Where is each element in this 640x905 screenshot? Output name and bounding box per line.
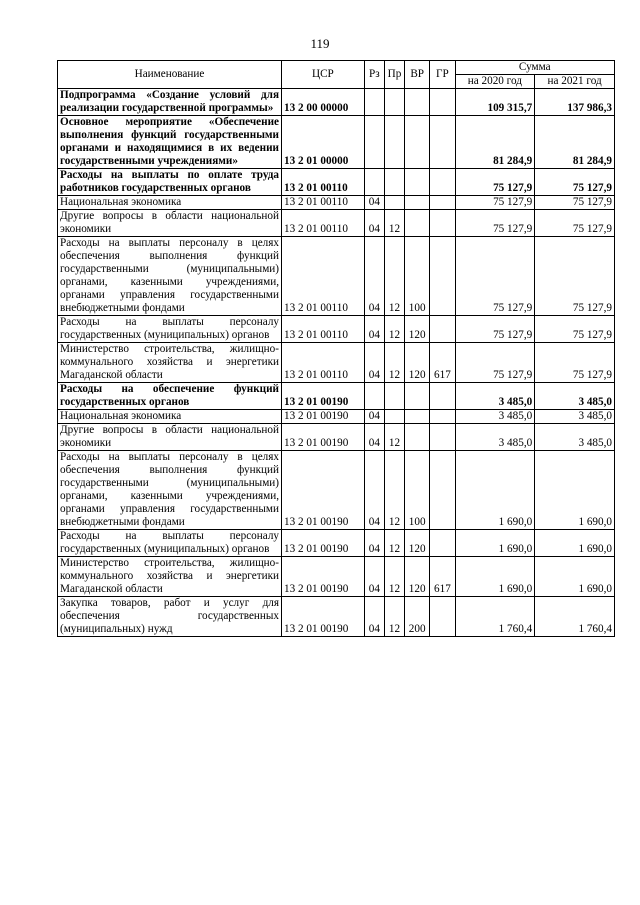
- row-csr: 13 2 01 00190: [282, 451, 365, 530]
- header-sum: Сумма: [455, 61, 614, 75]
- row-name: Другие вопросы в области национальной экономики: [58, 424, 282, 451]
- header-vr: ВР: [405, 61, 430, 89]
- row-sum-2021: 137 986,3: [535, 89, 615, 116]
- row-name: Расходы на выплаты персоналу в целях обеспечения выполнения функций государственными (муниципальными) органами, казенными учреждениями, органами управления государственными внебюджетными фондами: [58, 451, 282, 530]
- row-vr: [405, 116, 430, 169]
- row-pr: 12: [384, 451, 404, 530]
- row-gr: [430, 424, 455, 451]
- row-gr: [430, 196, 455, 210]
- row-pr: [384, 169, 404, 196]
- table-row: [58, 451, 615, 530]
- row-rz: 04: [364, 196, 384, 210]
- row-pr: 12: [384, 316, 404, 343]
- row-name: Расходы на выплаты по оплате труда работников государственных органов: [58, 169, 282, 196]
- row-vr: 120: [405, 530, 430, 557]
- table-row: [58, 410, 615, 424]
- row-sum-2021: 75 127,9: [535, 343, 615, 383]
- row-vr: 100: [405, 451, 430, 530]
- row-rz: 04: [364, 343, 384, 383]
- row-sum-2020: 75 127,9: [455, 237, 535, 316]
- row-sum-2020: 75 127,9: [455, 210, 535, 237]
- table-row: [58, 116, 615, 169]
- row-name: Расходы на выплаты персоналу государственных (муниципальных) органов: [58, 316, 282, 343]
- row-vr: 100: [405, 237, 430, 316]
- table-row: [58, 383, 615, 410]
- table-row: [58, 424, 615, 451]
- row-sum-2021: 75 127,9: [535, 210, 615, 237]
- row-gr: [430, 383, 455, 410]
- row-sum-2020: 1 760,4: [455, 597, 535, 637]
- row-vr: 120: [405, 316, 430, 343]
- row-rz: 04: [364, 597, 384, 637]
- row-rz: 04: [364, 410, 384, 424]
- row-rz: [364, 383, 384, 410]
- row-csr: 13 2 01 00110: [282, 343, 365, 383]
- row-sum-2020: 3 485,0: [455, 424, 535, 451]
- row-pr: 12: [384, 597, 404, 637]
- header-name: Наименование: [58, 61, 282, 89]
- row-sum-2020: 75 127,9: [455, 196, 535, 210]
- row-gr: [430, 210, 455, 237]
- row-csr: 13 2 01 00000: [282, 116, 365, 169]
- row-sum-2021: 1 690,0: [535, 530, 615, 557]
- row-rz: [364, 169, 384, 196]
- row-csr: 13 2 01 00190: [282, 597, 365, 637]
- row-gr: [430, 597, 455, 637]
- table-header: [58, 61, 615, 89]
- row-gr: 617: [430, 343, 455, 383]
- row-gr: [430, 169, 455, 196]
- table-row: [58, 237, 615, 316]
- table-row: [58, 557, 615, 597]
- row-sum-2020: 75 127,9: [455, 316, 535, 343]
- row-csr: 13 2 01 00190: [282, 410, 365, 424]
- row-name: Расходы на выплаты персоналу государственных (муниципальных) органов: [58, 530, 282, 557]
- page-number: 119: [310, 36, 330, 51]
- row-sum-2021: 75 127,9: [535, 169, 615, 196]
- row-vr: [405, 424, 430, 451]
- row-name: Расходы на выплаты персоналу в целях обеспечения выполнения функций государственными (муниципальными) органами, казенными учреждениями, органами управления государственными внебюджетными фондами: [58, 237, 282, 316]
- row-sum-2020: 1 690,0: [455, 451, 535, 530]
- row-name: Министерство строительства, жилищно-коммунального хозяйства и энергетики Магаданской области: [58, 557, 282, 597]
- row-csr: 13 2 01 00110: [282, 169, 365, 196]
- row-pr: [384, 410, 404, 424]
- header-pr: Пр: [384, 61, 404, 89]
- row-sum-2020: 3 485,0: [455, 383, 535, 410]
- row-rz: [364, 89, 384, 116]
- row-pr: [384, 383, 404, 410]
- row-sum-2021: 3 485,0: [535, 383, 615, 410]
- row-sum-2021: 75 127,9: [535, 237, 615, 316]
- row-gr: [430, 89, 455, 116]
- header-year-2020: на 2020 год: [455, 75, 535, 89]
- table-row: [58, 196, 615, 210]
- row-name: Расходы на обеспечение функций государственных органов: [58, 383, 282, 410]
- row-pr: [384, 116, 404, 169]
- row-name: Другие вопросы в области национальной экономики: [58, 210, 282, 237]
- header-gr: ГР: [430, 61, 455, 89]
- row-vr: [405, 196, 430, 210]
- row-pr: 12: [384, 557, 404, 597]
- row-csr: 13 2 01 00190: [282, 557, 365, 597]
- row-vr: 200: [405, 597, 430, 637]
- row-name: Подпрограмма «Создание условий для реализации государственной программы»: [58, 89, 282, 116]
- table-row: [58, 597, 615, 637]
- row-sum-2021: 1 690,0: [535, 451, 615, 530]
- row-rz: 04: [364, 557, 384, 597]
- row-sum-2020: 81 284,9: [455, 116, 535, 169]
- table-row: [58, 316, 615, 343]
- row-csr: 13 2 01 00190: [282, 383, 365, 410]
- row-csr: 13 2 01 00110: [282, 237, 365, 316]
- row-vr: [405, 169, 430, 196]
- row-gr: [430, 116, 455, 169]
- row-vr: 120: [405, 343, 430, 383]
- row-gr: [430, 237, 455, 316]
- row-sum-2020: 1 690,0: [455, 557, 535, 597]
- budget-table: [57, 60, 615, 637]
- row-rz: 04: [364, 210, 384, 237]
- row-pr: 12: [384, 424, 404, 451]
- header-csr: ЦСР: [282, 61, 365, 89]
- row-csr: 13 2 01 00110: [282, 316, 365, 343]
- row-pr: [384, 196, 404, 210]
- row-gr: [430, 410, 455, 424]
- row-vr: [405, 383, 430, 410]
- row-sum-2021: 3 485,0: [535, 424, 615, 451]
- row-csr: 13 2 01 00110: [282, 210, 365, 237]
- row-rz: 04: [364, 424, 384, 451]
- header-rz: Рз: [364, 61, 384, 89]
- table-row: [58, 210, 615, 237]
- row-name: Национальная экономика: [58, 196, 282, 210]
- row-sum-2020: 75 127,9: [455, 169, 535, 196]
- row-vr: [405, 410, 430, 424]
- table-row: [58, 530, 615, 557]
- row-sum-2021: 81 284,9: [535, 116, 615, 169]
- row-pr: 12: [384, 237, 404, 316]
- row-csr: 13 2 01 00190: [282, 530, 365, 557]
- row-rz: 04: [364, 237, 384, 316]
- row-gr: [430, 316, 455, 343]
- row-sum-2021: 3 485,0: [535, 410, 615, 424]
- row-vr: 120: [405, 557, 430, 597]
- row-rz: 04: [364, 530, 384, 557]
- row-pr: [384, 89, 404, 116]
- row-vr: [405, 210, 430, 237]
- row-sum-2020: 109 315,7: [455, 89, 535, 116]
- row-rz: [364, 116, 384, 169]
- row-sum-2020: 3 485,0: [455, 410, 535, 424]
- table-row: [58, 89, 615, 116]
- row-pr: 12: [384, 343, 404, 383]
- row-vr: [405, 89, 430, 116]
- row-rz: 04: [364, 316, 384, 343]
- header-year-2021: на 2021 год: [535, 75, 615, 89]
- row-gr: [430, 451, 455, 530]
- row-rz: 04: [364, 451, 384, 530]
- row-sum-2021: 1 760,4: [535, 597, 615, 637]
- row-sum-2021: 75 127,9: [535, 316, 615, 343]
- row-sum-2021: 75 127,9: [535, 196, 615, 210]
- row-pr: 12: [384, 530, 404, 557]
- table-row: [58, 343, 615, 383]
- row-gr: [430, 530, 455, 557]
- table-row: [58, 169, 615, 196]
- table-body: [58, 89, 615, 637]
- row-sum-2021: 1 690,0: [535, 557, 615, 597]
- row-csr: 13 2 01 00110: [282, 196, 365, 210]
- row-csr: 13 2 01 00190: [282, 424, 365, 451]
- row-gr: 617: [430, 557, 455, 597]
- row-csr: 13 2 00 00000: [282, 89, 365, 116]
- row-name: Основное мероприятие «Обеспечение выполнения функций государственными органами и находящимися в их ведении государственными учреждениями»: [58, 116, 282, 169]
- row-name: Национальная экономика: [58, 410, 282, 424]
- row-pr: 12: [384, 210, 404, 237]
- row-name: Закупка товаров, работ и услуг для обеспечения государственных (муниципальных) нужд: [58, 597, 282, 637]
- row-sum-2020: 75 127,9: [455, 343, 535, 383]
- row-sum-2020: 1 690,0: [455, 530, 535, 557]
- row-name: Министерство строительства, жилищно-коммунального хозяйства и энергетики Магаданской области: [58, 343, 282, 383]
